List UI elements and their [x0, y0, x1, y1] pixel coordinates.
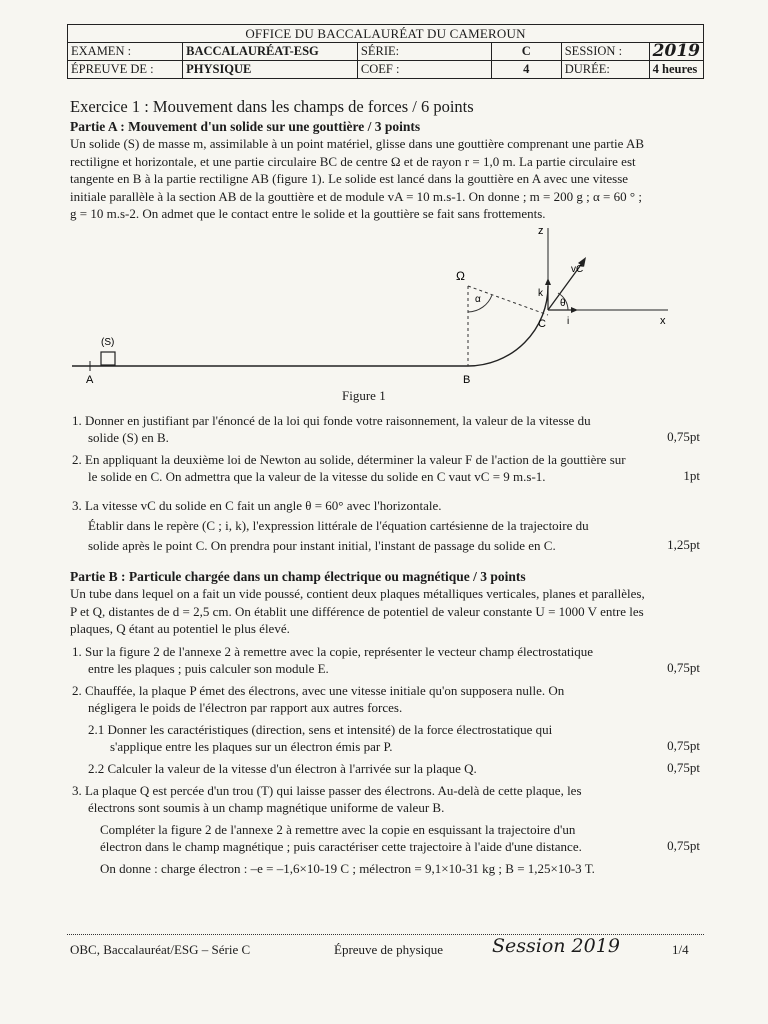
- part-b-q3: 3. La plaque Q est percée d'un trou (T) qui laisse passer des électrons. Au-delà de cette plaque, les: [72, 783, 582, 798]
- part-a-q1-points: 0,75pt: [667, 429, 700, 444]
- part-a-q2-points: 1pt: [683, 468, 700, 483]
- label-duree: DURÉE:: [561, 61, 649, 79]
- office-title: OFFICE DU BACCALAURÉAT DU CAMEROUN: [68, 25, 704, 43]
- header-table: [67, 24, 704, 79]
- value-session: 2019: [649, 43, 703, 61]
- intro-line: tangente en B à la partie rectiligne AB (figure 1). Le solide est lancé dans la gouttière en A avec une vitesse: [70, 171, 629, 186]
- part-b-q3-cont: électrons sont soumis à un champ magnétique uniforme de valeur B.: [88, 800, 445, 815]
- value-coef: 4: [491, 61, 561, 79]
- part-b-q3-cont2: Compléter la figure 2 de l'annexe 2 à remettre avec la copie en esquissant la trajectoire d'un: [100, 822, 576, 837]
- solid-s: [101, 352, 115, 365]
- label-vc: vC: [571, 264, 584, 275]
- label-i: i: [567, 316, 570, 327]
- label-omega: Ω: [456, 269, 465, 283]
- part-a-intro: [70, 135, 702, 223]
- figure-1: [0, 220, 768, 410]
- part-b-q1-points: 0,75pt: [667, 660, 700, 675]
- part-b-q3-cont3: électron dans le champ magnétique ; puis caractériser cette trajectoire à l'aide d'une distance.: [100, 839, 582, 854]
- part-b-q21-cont: s'applique entre les plaques sur un électron émis par P.: [110, 739, 393, 754]
- label-alpha: α: [475, 294, 481, 305]
- label-theta: θ: [560, 298, 566, 309]
- part-b-q1: 1. Sur la figure 2 de l'annexe 2 à remettre avec la copie, représenter le vecteur champ électrostatique: [72, 644, 594, 659]
- intro-line: plaques, Q étant au potentiel le plus élevé.: [70, 621, 290, 636]
- label-c: C: [538, 318, 546, 330]
- footer-left: OBC, Baccalauréat/ESG – Série C: [70, 942, 251, 957]
- intro-line: rectiligne et horizontale, et une partie circulaire BC de centre Ω et de rayon r = 1,0 m. La partie circulaire est: [70, 153, 636, 169]
- part-b-intro: [70, 585, 702, 638]
- label-x: x: [660, 315, 666, 327]
- label-epreuve: ÉPREUVE DE :: [68, 61, 183, 79]
- part-b-q21-points: 0,75pt: [667, 738, 700, 753]
- label-coef: COEF :: [357, 61, 491, 79]
- footer-center: Épreuve de physique: [334, 942, 444, 957]
- label-a: A: [86, 374, 94, 386]
- i-arrowhead: [571, 307, 578, 313]
- value-duree: 4 heures: [649, 61, 703, 79]
- part-b-q2: 2. Chauffée, la plaque P émet des électrons, avec une vitesse initiale qu'on supposera nulle. On: [72, 683, 565, 698]
- part-a-title: Partie A : Mouvement d'un solide sur une gouttière / 3 points: [70, 119, 421, 134]
- label-b: B: [463, 374, 471, 386]
- label-serie: SÉRIE:: [357, 43, 491, 61]
- value-epreuve: PHYSIQUE: [183, 61, 358, 79]
- part-a-q2-cont: le solide en C. On admettra que la valeur de la vitesse du solide en C vaut vC = 9 m.s-1.: [88, 469, 546, 484]
- footer-session: Session 2019: [492, 935, 620, 957]
- figure-caption: Figure 1: [342, 388, 386, 403]
- label-z: z: [538, 225, 544, 237]
- intro-line: initiale parallèle à la section AB de la gouttière et de module vA = 10 m.s-1. On donne ; m = 200 g ; α = 60 ° ;: [70, 188, 642, 204]
- part-b-q22-points: 0,75pt: [667, 760, 700, 775]
- label-s: (S): [101, 337, 115, 348]
- part-b-constants: On donne : charge électron : –e = –1,6×10-19 C ; mélectron = 9,1×10-31 kg ; B = 1,25×10-3 T.: [100, 861, 595, 876]
- footer-page: 1/4: [672, 942, 689, 957]
- part-a-q3-points: 1,25pt: [667, 537, 700, 552]
- header-row-exam: [68, 43, 704, 61]
- label-examen: EXAMEN :: [68, 43, 183, 61]
- value-examen: BACCALAURÉAT-ESG: [183, 43, 358, 61]
- part-b-q2-cont: négligera le poids de l'électron par rapport aux autres forces.: [88, 700, 403, 715]
- part-a-q3-cont: Établir dans le repère (C ; i, k), l'expression littérale de l'équation cartésienne de la trajectoire du: [88, 518, 589, 533]
- part-b-q1-cont: entre les plaques ; puis calculer son module E.: [88, 661, 329, 676]
- part-b-q3-points: 0,75pt: [667, 838, 700, 853]
- part-b-q21: 2.1 Donner les caractéristiques (direction, sens et intensité) de la force électrostatique qui: [88, 722, 553, 737]
- exercise-title: Exercice 1 : Mouvement dans les champs de forces / 6 points: [70, 97, 474, 116]
- part-a-q3-cont2: solide après le point C. On prendra pour instant initial, l'instant de passage du solide en C.: [88, 538, 556, 553]
- intro-line: Un solide (S) de masse m, assimilable à un point matériel, glisse dans une gouttière comprenant une partie AB: [70, 136, 645, 151]
- label-k: k: [538, 288, 543, 299]
- header-row-epreuve: [68, 61, 704, 79]
- part-b-title: Partie B : Particule chargée dans un champ électrique ou magnétique / 3 points: [70, 569, 526, 584]
- intro-line: P et Q, distantes de d = 2,5 cm. On établit une différence de potentiel de valeur constante U = 1000 V entre les: [70, 603, 644, 619]
- part-a-q1-cont: solide (S) en B.: [88, 430, 169, 445]
- intro-line: g = 10 m.s-2. On admet que le contact entre le solide et la gouttière se fait sans frottements.: [70, 206, 546, 221]
- part-b-q22: 2.2 Calculer la valeur de la vitesse d'un électron à l'arrivée sur la plaque Q.: [88, 761, 477, 776]
- part-a-q1: 1. Donner en justifiant par l'énoncé de la loi qui fonde votre raisonnement, la valeur de la vitesse du: [72, 413, 591, 428]
- value-serie: C: [491, 43, 561, 61]
- k-arrowhead: [545, 278, 551, 285]
- intro-line: Un tube dans lequel on a fait un vide poussé, contient deux plaques métalliques verticales, planes et parallèles,: [70, 586, 645, 601]
- part-a-q2: 2. En appliquant la deuxième loi de Newton au solide, déterminer la valeur F de l'action de la gouttière sur: [72, 452, 626, 467]
- label-session: SESSION :: [561, 43, 649, 61]
- part-a-q3: 3. La vitesse vC du solide en C fait un angle θ = 60° avec l'horizontale.: [72, 498, 442, 513]
